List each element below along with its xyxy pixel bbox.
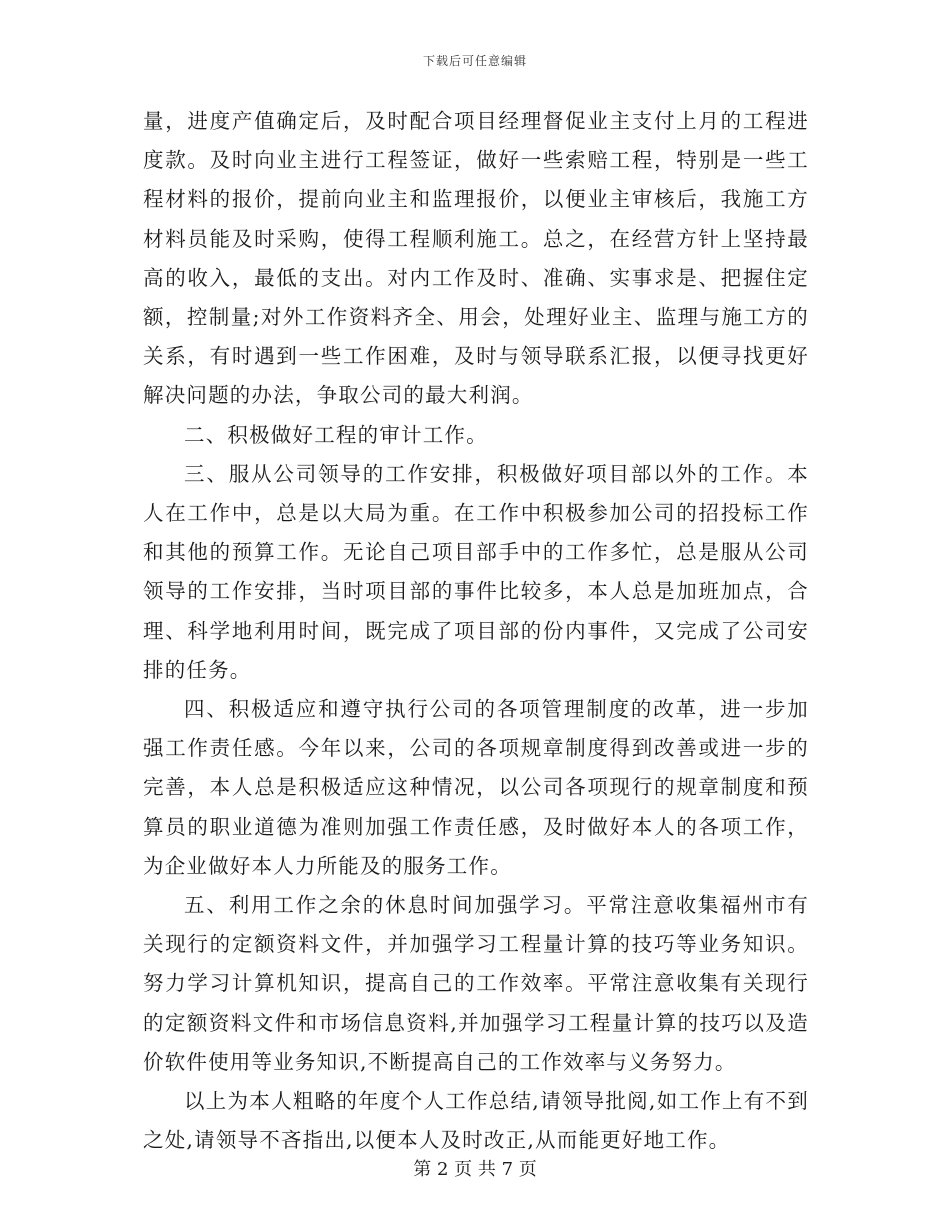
- paragraph-1: 量，进度产值确定后，及时配合项目经理督促业主支付上月的工程进度款。及时向业主进行工程签证，做好一些索赔工程，特别是一些工程材料的报价，提前向业主和监理报价，以便业主审核后，我施工方材料员能及时采购，使得工程顺利施工。总之，在经营方针上坚持最高的收入，最低的支出。对内工作及时、准确、实事求是、把握住定额，控制量;对外工作资料齐全、用会，处理好业主、监理与施工方的关系，有时遇到一些工作困难，及时与领导联系汇报，以便寻找更好解决问题的办法，争取公司的最大利润。: [143, 109, 809, 408]
- page-footer: [0, 1155, 950, 1181]
- page-number: 第 2 页 共 7 页: [413, 1159, 537, 1180]
- page-header: 下载后可任意编辑: [422, 54, 527, 68]
- document-body: [143, 102, 809, 1160]
- paragraph-2: 二、积极做好工程的审计工作。: [184, 422, 488, 447]
- paragraph-5: 五、利用工作之余的休息时间加强学习。平常注意收集福州市有关现行的定额资料文件，并加强学习工程量计算的技巧等业务知识。努力学习计算机知识，提高自己的工作效率。平常注意收集有关现行的定额资料文件和市场信息资料,并加强学习工程量计算的技巧以及造价软件使用等业务知识,不断提高自己的工作效率与义务努力。: [143, 893, 809, 1074]
- paragraph-4: 四、积极适应和遵守执行公司的各项管理制度的改革，进一步加强工作责任感。今年以来，公司的各项规章制度得到改善或进一步的完善，本人总是积极适应这种情况，以公司各项现行的规章制度和预算员的职业道德为准则加强工作责任感，及时做好本人的各项工作，为企业做好本人力所能及的服务工作。: [143, 697, 809, 878]
- paragraph-6: 以上为本人粗略的年度个人工作总结,请领导批阅,如工作上有不到之处,请领导不吝指出,以便本人及时改正,从而能更好地工作。: [143, 1089, 809, 1153]
- paragraph-3: 三、服从公司领导的工作安排，积极做好项目部以外的工作。本人在工作中，总是以大局为重。在工作中积极参加公司的招投标工作和其他的预算工作。无论自己项目部手中的工作多忙，总是服从公司领导的工作安排，当时项目部的事件比较多，本人总是加班加点，合理、科学地利用时间，既完成了项目部的份内事件，又完成了公司安排的任务。: [143, 461, 809, 682]
